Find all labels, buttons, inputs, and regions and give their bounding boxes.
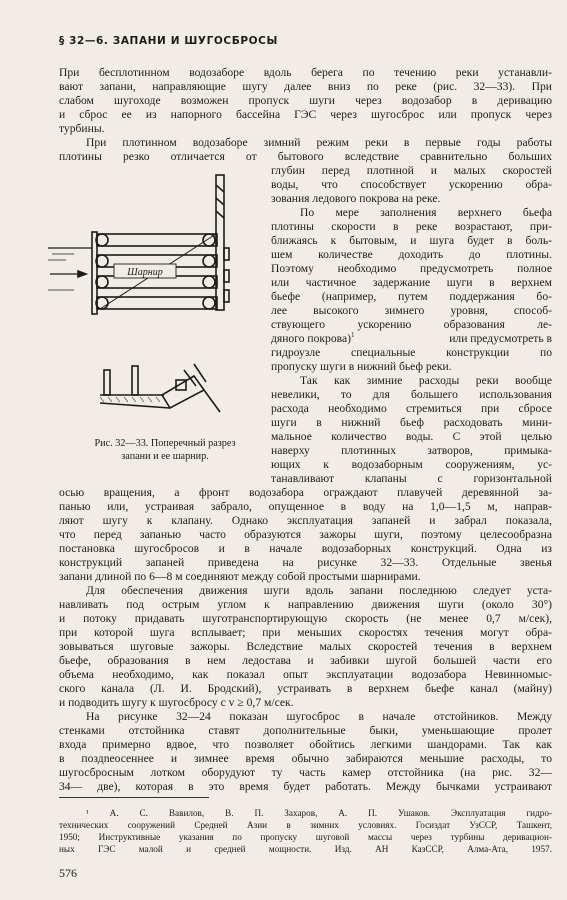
text-line <box>271 332 354 346</box>
section-heading: § 32—6. ЗАПАНИ И ШУГОСБРОСЫ <box>59 35 278 47</box>
text-line: плотины резко отличается от бытового вследствие сравнительно больших <box>59 150 552 163</box>
footnote-rule <box>59 797 209 798</box>
text-line: невелики, то для большего использования <box>271 388 552 401</box>
text-line: пропуску шуги в нижний бьеф реки. <box>271 360 452 373</box>
text-line: ляют шугу к клапану. Однако эксплуатация запаней и забрал показала, <box>59 514 552 527</box>
text-line: мальное количество воды. С этой целью <box>271 430 552 443</box>
text-line: зования ледового покрова на реке. <box>271 192 441 205</box>
text-line: и потоку придавать шуготранспортирующую скорость (не менее 0,7 м/сек), <box>59 612 552 625</box>
text-line: плотины скорости в реке возрастают, при- <box>271 220 552 233</box>
text-line: танавливают клапаны с горизонтальной <box>271 472 552 485</box>
text-line: вают запани, направляющие шугу далее вниз по реке (рис. 32—33). При <box>59 80 552 93</box>
text-line: По мере заполнения верхнего бьефа <box>300 206 552 219</box>
text-line: навливать под острым углом к направлению движения шуги (около 30°) <box>59 598 552 611</box>
caption-line: запани и ее шарнир. <box>121 451 209 462</box>
text-line: При бесплотинном водозаборе вдоль берега по течению реки устанавли- <box>59 66 552 79</box>
text-line: слабом шугоходе возможен пропуск шуги через водозабор в деривацию <box>59 94 552 107</box>
figure-caption <box>60 437 270 463</box>
hinge-label: Шарнир <box>127 267 163 278</box>
text-line: в поздneосеннее и зимнее время обычно забираются меньшие расходы, то <box>59 752 552 765</box>
figure-cross-section <box>44 170 266 432</box>
text-line: панью или, устраивая забрало, опущенное в воду на 1,0—1,5 м, направ- <box>59 500 552 513</box>
text-line: шугосбросным лотком оборудуют ту часть камер отстойника (на рис. 32— <box>59 766 552 779</box>
text-line: воды, что способствует ускорению обра- <box>271 178 552 191</box>
footnote-line: ных ГЭС малой и средней мощности. Изд. АН КазССР, Алма-Ата, 1957. <box>59 844 552 854</box>
text-line: и сброс ее из напорного бассейна ГЭС через шугосброс или пропуск через <box>59 108 552 121</box>
text-line: Так как зимние расходы реки вообще <box>300 374 552 387</box>
text-line: гидроузле специальные конструкции по <box>271 346 552 359</box>
text-line: ского канала (Л. И. Бродский), устраивать в верхнем бьефе канал (майну) <box>59 682 552 695</box>
text-line: осью вращения, а фронт водозабора ограждают плавучей деревянной за- <box>59 486 552 499</box>
page-number: 576 <box>59 866 77 880</box>
text-fragment: дяного покрова) <box>271 332 351 345</box>
text-line: ющих к водозаборным сооружениям, ус- <box>271 458 552 471</box>
text-line: постановка шугосбросов и в начале водозаборных конструкций. Одна из <box>59 542 552 555</box>
text-line: ближаясь к бытовым, и шуга будет в боль- <box>271 234 552 247</box>
text-line: При плотинном водозаборе зимний режим реки в первые годы работы <box>86 136 552 149</box>
text-line: шуги в нижний бьеф расходовать мини- <box>271 416 552 429</box>
text-line: стенками отстойника ставят дополнительные быки, уменьшающие пролет <box>59 724 552 737</box>
text-line: и подводить шугу к шугосбросу с v ≥ 0,7 м/сек. <box>59 696 294 709</box>
text-line: наверху плотинных затворов, примыка- <box>271 444 552 457</box>
text-line: бьефе, образования в нем ледостава и забивки шугой большей части его <box>59 654 552 667</box>
text-line: или частичное задержание шуги в верхнем <box>271 276 552 289</box>
footnote-line: 1950; Инструктивные указания по пропуску шуговой массы через турбины деривацион- <box>59 832 552 842</box>
text-line: ствующего ускорению образования ле- <box>271 318 552 331</box>
text-line: расхода необходимо стремиться при сбросе <box>271 402 552 415</box>
text-line: глубин перед плотиной и малых скоростей <box>271 164 552 177</box>
text-line: бьефе (например, путем поддержания бо- <box>271 290 552 303</box>
text-line: На рисунке 32—24 показан шугосброс в начале отстойников. Между <box>86 710 552 723</box>
text-line: конструкций запаней приведена на рисунке 32—33. Отдельные звенья <box>59 556 552 569</box>
text-line: Поэтому необходимо предусмотреть полное <box>271 262 552 275</box>
text-line: запани длиной по 6—8 м соединяют между собой простыми шарнирами. <box>59 570 421 583</box>
text-line: турбины. <box>59 122 105 135</box>
text-line: Для обеспечения движения шуги вдоль запани последнюю следует уста- <box>86 584 552 597</box>
caption-line: Рис. 32—33. Поперечный разрез <box>94 438 236 449</box>
text-line: что перед запанью часто образуются зажоры шуги, поэтому целесообразна <box>59 528 552 541</box>
text-line: зовываться шуговые зажоры. Вследствие малых скоростей течения в верхнем <box>59 640 552 653</box>
text-line: или предусмотреть в <box>449 332 552 345</box>
text-line: объема необходимо, как показал опыт эксплуатации водозабора Невинномыс- <box>59 668 552 681</box>
text-line: лее высокого зимнего уровня, способ- <box>271 304 552 317</box>
text-line: шем количестве доходить до плотины. <box>271 248 552 261</box>
text-line: при которой шуга всплывает; при меньших скоростях течения могут обра- <box>59 626 552 639</box>
footnote-line: технических сооружений Средней Азии в зимних условиях. Госиздат УзССР, Ташкент, <box>59 820 552 830</box>
footnote-reference: 1 <box>350 331 355 340</box>
text-line: входа примерно вдвое, что позволяет обойтись легкими шандорами. Так как <box>59 738 552 751</box>
text-line: 34— две), которая в это время будет работать. Между бычками устраивают <box>59 780 552 793</box>
footnote-line: ¹ А. С. Вавилов, В. П. Захаров, А. П. Ушаков. Эксплуатация гидро- <box>86 808 552 818</box>
